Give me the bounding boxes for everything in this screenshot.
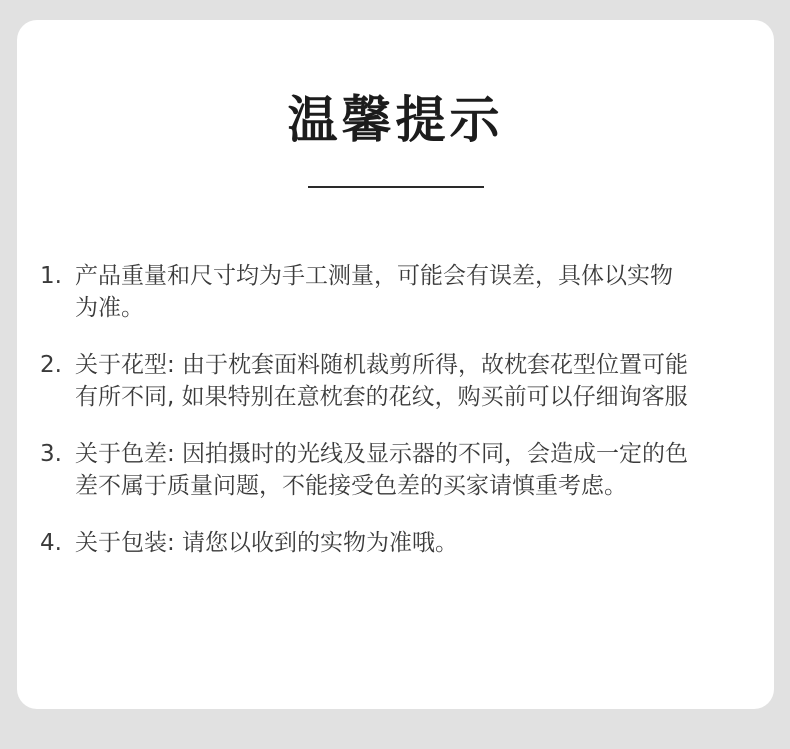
list-item [40, 260, 755, 324]
list-item [40, 527, 755, 559]
item-number: 4. [40, 530, 62, 556]
notice-card [17, 20, 774, 709]
item-number: 3. [40, 441, 62, 467]
item-text: 关于花型: 由于枕套面料随机裁剪所得，故枕套花型位置可能 有所不同, 如果特别在意枕套的花纹，购买前可以仔细询客服 [75, 352, 689, 410]
page-title: 温馨提示 [287, 91, 504, 149]
list-item [40, 349, 755, 413]
item-text: 关于包装: 请您以收到的实物为准哦。 [75, 530, 459, 556]
item-text: 关于色差: 因拍摄时的光线及显示器的不同，会造成一定的色 差不属于质量问题，不能接受色差的买家请慎重考虑。 [75, 441, 689, 499]
title-divider [308, 186, 484, 188]
item-text: 产品重量和尺寸均为手工测量，可能会有误差，具体以实物 为准。 [75, 263, 673, 321]
item-number: 1. [40, 263, 62, 289]
item-number: 2. [40, 352, 62, 378]
notice-list [40, 260, 755, 584]
list-item [40, 438, 755, 502]
